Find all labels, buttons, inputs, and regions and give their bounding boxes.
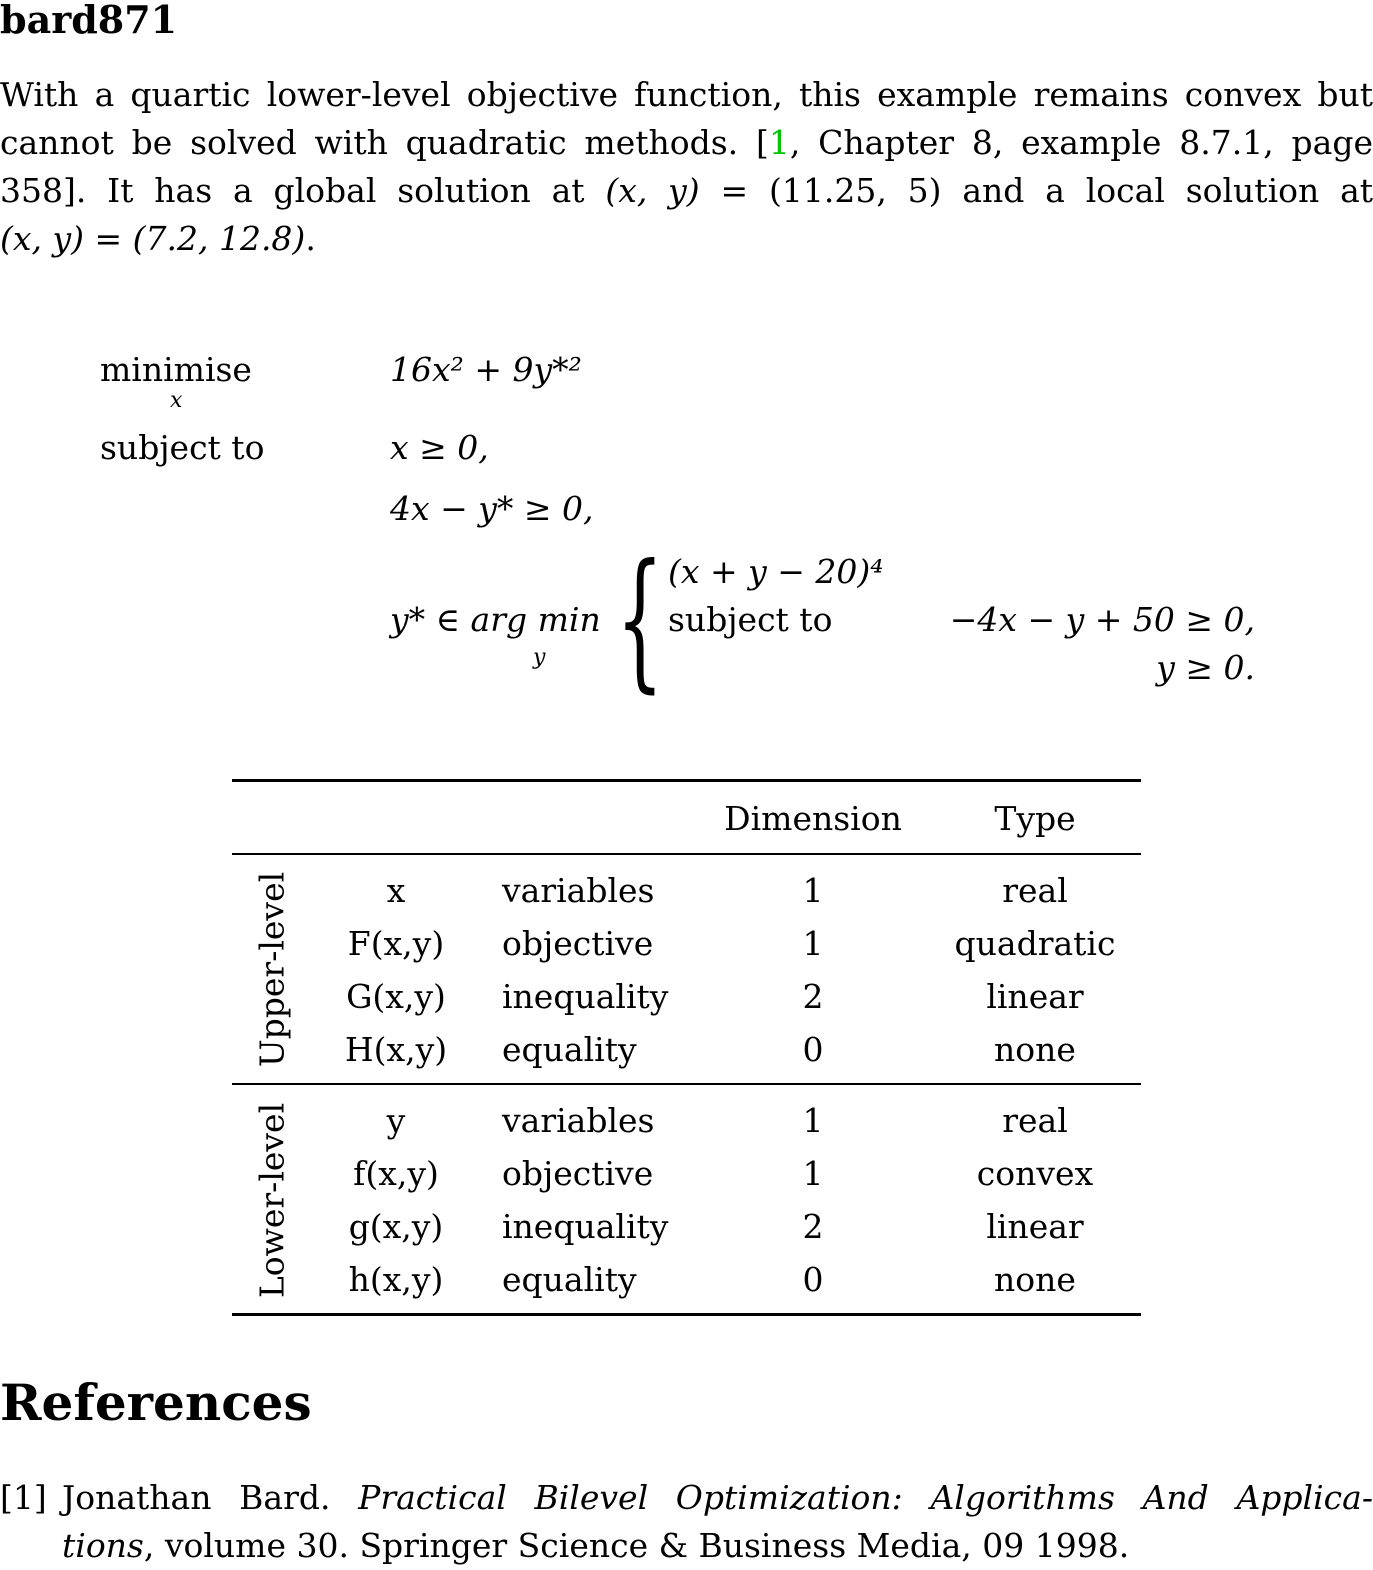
table-bottom-rule <box>232 1313 1141 1316</box>
table-cell-type: linear <box>986 977 1084 1016</box>
table-cell-kind: variables <box>502 1101 655 1140</box>
table-top-rule <box>232 779 1141 782</box>
table-cell-type: real <box>1002 871 1068 910</box>
table-cell-type: quadratic <box>954 924 1116 963</box>
table-cell-dim: 1 <box>802 924 824 963</box>
intro-line-1: With a quartic lower-level objective function, this example remains convex but <box>0 75 1373 114</box>
argmin-subscript: y <box>533 645 546 670</box>
table-cell-sym: F(x,y) <box>347 924 445 963</box>
intro-line-3: 358]. It has a global solution at (x, y) = (11.25, 5) and a local solution at <box>0 171 1373 210</box>
table-cell-dim: 1 <box>802 1154 824 1193</box>
table-header-rule <box>232 853 1141 855</box>
table-cell-sym: f(x,y) <box>353 1154 439 1193</box>
inner-constraint-1: −4x − y + 50 ≥ 0, <box>949 600 1255 639</box>
table-cell-dim: 1 <box>802 871 824 910</box>
reference-title-part-1: Practical Bilevel Optimization: Algorithms And Applica- <box>358 1478 1373 1517</box>
table-cell-kind: objective <box>502 924 654 963</box>
global-solution-vars: (x, y) <box>605 171 700 210</box>
table-cell-kind: inequality <box>502 977 669 1016</box>
table-cell-dim: 1 <box>802 1101 824 1140</box>
header-type: Type <box>994 799 1076 838</box>
intro-line-2: cannot be solved with quadratic methods. [1, Chapter 8, example 8.7.1, page <box>0 123 1373 162</box>
reference-details: , volume 30. Springer Science & Business Media, 09 1998. <box>143 1526 1130 1565</box>
table-cell-kind: variables <box>502 871 655 910</box>
table-cell-kind: objective <box>502 1154 654 1193</box>
reference-line-1 <box>62 1474 1373 1522</box>
local-solution: (x, y) = (7.2, 12.8) <box>0 219 306 258</box>
table-cell-sym: x <box>386 871 406 910</box>
table-cell-kind: inequality <box>502 1207 669 1246</box>
references-heading: References <box>0 1373 312 1432</box>
inner-subject-to: subject to <box>668 600 833 639</box>
table-cell-type: real <box>1002 1101 1068 1140</box>
table-cell-type: none <box>994 1260 1076 1299</box>
table-cell-sym: H(x,y) <box>344 1030 448 1069</box>
table-cell-sym: y <box>386 1101 406 1140</box>
table-cell-sym: G(x,y) <box>346 977 446 1016</box>
reference-title-part-2: tions <box>62 1526 144 1565</box>
reference-author: Jonathan Bard. <box>62 1478 331 1517</box>
table-cell-dim: 0 <box>802 1030 824 1069</box>
citation-link[interactable]: 1 <box>768 123 790 162</box>
argmin-expression: y* ∈ arg min <box>390 600 601 639</box>
left-brace: { <box>616 533 664 707</box>
lower-level-label: Lower-level <box>252 1102 292 1299</box>
upper-level-label: Upper-level <box>252 871 292 1068</box>
table-cell-sym: g(x,y) <box>348 1207 444 1246</box>
table-cell-type: linear <box>986 1207 1084 1246</box>
intro-line-4: (x, y) = (7.2, 12.8). <box>0 219 316 258</box>
table-cell-dim: 2 <box>802 1207 824 1246</box>
table-cell-kind: equality <box>502 1030 637 1069</box>
intro-paragraph <box>0 71 1373 263</box>
minimise-label: minimise <box>100 350 252 389</box>
minimise-subscript: x <box>170 388 183 413</box>
page-title: bard871 <box>0 0 178 42</box>
subject-to-label: subject to <box>100 428 265 467</box>
table-cell-kind: equality <box>502 1260 637 1299</box>
table-cell-sym: h(x,y) <box>348 1260 444 1299</box>
inner-constraint-2: y ≥ 0. <box>1156 648 1255 687</box>
table-cell-type: convex <box>976 1154 1094 1193</box>
constraint-1: x ≥ 0, <box>390 428 489 467</box>
table-cell-type: none <box>994 1030 1076 1069</box>
header-dimension: Dimension <box>724 799 902 838</box>
reference-number: [1] <box>0 1478 47 1517</box>
table-cell-dim: 2 <box>802 977 824 1016</box>
table-mid-rule <box>232 1083 1141 1085</box>
table-cell-dim: 0 <box>802 1260 824 1299</box>
lower-objective: (x + y − 20)⁴ <box>668 552 884 591</box>
reference-line-2 <box>62 1522 1129 1570</box>
constraint-2: 4x − y* ≥ 0, <box>390 489 594 528</box>
upper-objective: 16x² + 9y*² <box>390 350 582 389</box>
